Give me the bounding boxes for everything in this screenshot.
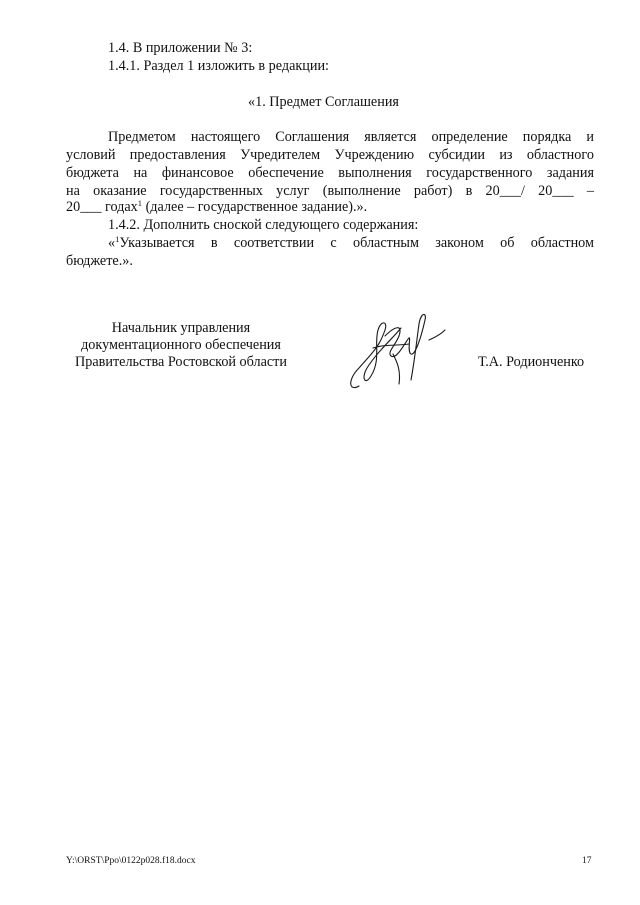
- subject-heading: «1. Предмет Соглашения: [248, 94, 399, 110]
- handwritten-signature: [345, 308, 450, 398]
- signatory-title-line-2: документационного обеспечения: [81, 337, 281, 353]
- paragraph-line-4: на оказание государственных услуг (выполнение работ) в 20___/ 20___ –: [66, 183, 594, 199]
- footnote-line-2: бюджете.».: [66, 253, 133, 269]
- page-number: 17: [582, 856, 592, 866]
- footnote-ref: 1: [115, 234, 120, 244]
- paragraph-line-3: бюджета на финансовое обеспечение выполнения государственного задания: [66, 165, 594, 181]
- section-14-line: 1.4. В приложении № 3:: [108, 40, 253, 56]
- paragraph-line-5: 20___ годах$^1$ (далее – государственное задание).».: [66, 198, 368, 215]
- section-141-line: 1.4.1. Раздел 1 изложить в редакции:: [108, 58, 329, 74]
- footer-file-path: Y:\ORST\Ppo\0122p028.f18.docx: [66, 856, 196, 866]
- signatory-title-line-1: Начальник управления: [111, 320, 251, 336]
- footnote-line-1: «$^1$Указывается в соответствии с областным законом об областном: [108, 234, 594, 251]
- signatory-name: Т.А. Родионченко: [478, 354, 585, 370]
- paragraph-line-1: Предметом настоящего Соглашения является определение порядка и: [108, 129, 594, 145]
- paragraph-line-2: условий предоставления Учредителем Учреждению субсидии из областного: [66, 147, 594, 163]
- footnote-marker: 1: [137, 198, 143, 208]
- item-142-line: 1.4.2. Дополнить сноской следующего содержания:: [108, 217, 419, 233]
- signatory-title-line-3: Правительства Ростовской области: [75, 354, 287, 370]
